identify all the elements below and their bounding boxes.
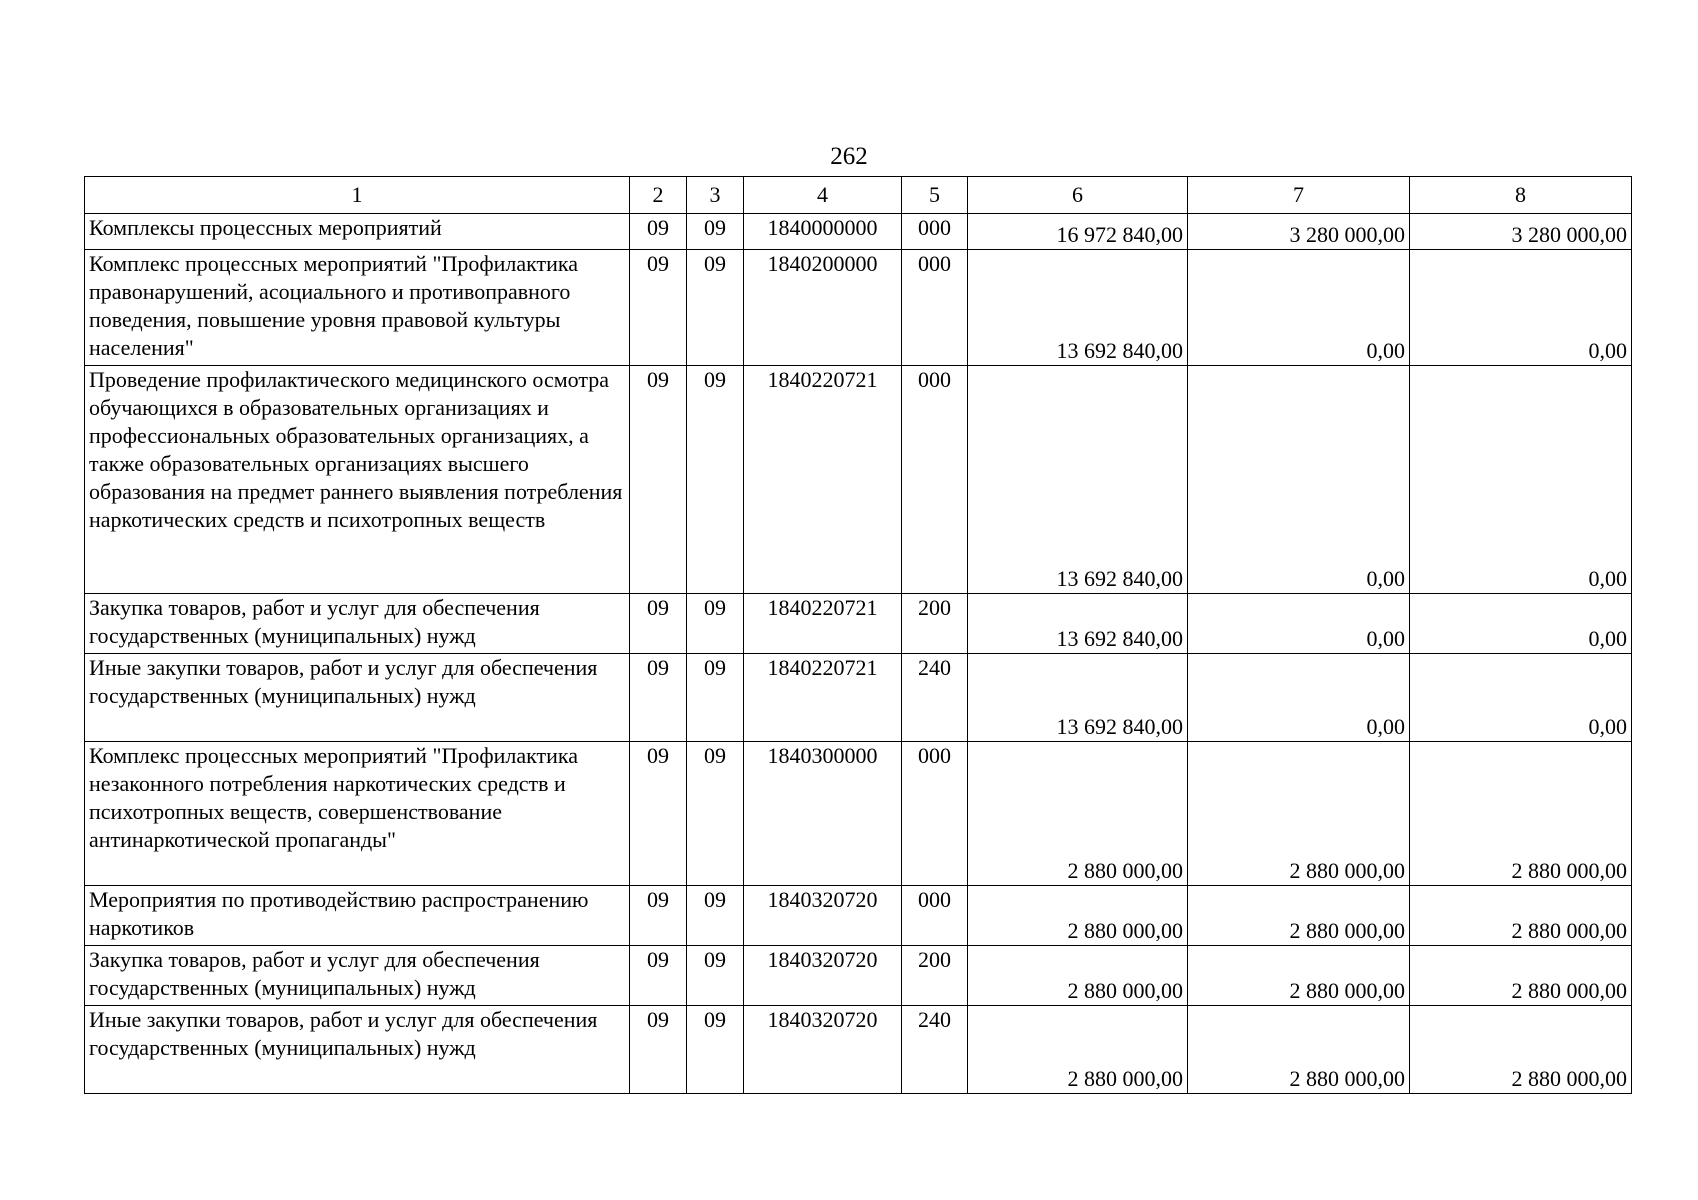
column-header: 8 [1410,177,1632,214]
table-row [85,1006,1632,1094]
row-expense-type: 000 [902,250,968,366]
budget-table [84,176,1632,1094]
row-name: Комплекс процессных мероприятий "Профилактика незаконного потребления наркотических средств и психотропных веществ, совершенствование антинаркотической пропаганды" [85,742,630,886]
row-amount-col7: 3 280 000,00 [1188,214,1410,250]
row-subsection-code: 09 [687,250,744,366]
row-amount-col6: 16 972 840,00 [968,214,1188,250]
table-row [85,946,1632,1006]
row-amount-col6: 13 692 840,00 [968,594,1188,654]
row-amount-col7: 2 880 000,00 [1188,1006,1410,1094]
row-amount-col7: 0,00 [1188,594,1410,654]
column-header: 3 [687,177,744,214]
row-section-code: 09 [630,1006,687,1094]
row-subsection-code: 09 [687,214,744,250]
row-name: Проведение профилактического медицинского осмотра обучающихся в образовательных организациях и профессиональных образовательных организациях, а также образовательных организациях высшего образования на предмет раннего выявления потребления наркотических средств и психотропных веществ [85,366,630,594]
row-amount-col7: 0,00 [1188,250,1410,366]
row-expense-type: 240 [902,654,968,742]
column-header: 1 [85,177,630,214]
row-section-code: 09 [630,742,687,886]
row-subsection-code: 09 [687,594,744,654]
row-target-code: 1840220721 [744,654,902,742]
row-section-code: 09 [630,366,687,594]
table-row [85,366,1632,594]
row-target-code: 1840000000 [744,214,902,250]
table-row [85,742,1632,886]
row-target-code: 1840200000 [744,250,902,366]
row-amount-col6: 2 880 000,00 [968,946,1188,1006]
row-amount-col8: 0,00 [1410,594,1632,654]
column-header: 5 [902,177,968,214]
page-number: 262 [830,143,868,170]
row-amount-col6: 13 692 840,00 [968,250,1188,366]
row-target-code: 1840320720 [744,886,902,946]
row-expense-type: 000 [902,742,968,886]
table-row [85,214,1632,250]
row-expense-type: 000 [902,886,968,946]
row-amount-col8: 0,00 [1410,366,1632,594]
row-amount-col7: 2 880 000,00 [1188,886,1410,946]
column-header: 6 [968,177,1188,214]
table-row [85,654,1632,742]
column-header: 7 [1188,177,1410,214]
table-row [85,250,1632,366]
row-amount-col6: 2 880 000,00 [968,1006,1188,1094]
row-subsection-code: 09 [687,742,744,886]
row-name: Комплекс процессных мероприятий "Профилактика правонарушений, асоциального и противоправного поведения, повышение уровня правовой культуры населения" [85,250,630,366]
row-target-code: 1840220721 [744,366,902,594]
row-amount-col8: 2 880 000,00 [1410,886,1632,946]
row-expense-type: 200 [902,594,968,654]
row-name: Комплексы процессных мероприятий [85,214,630,250]
row-name: Иные закупки товаров, работ и услуг для обеспечения государственных (муниципальных) нужд [85,654,630,742]
row-section-code: 09 [630,946,687,1006]
row-amount-col7: 0,00 [1188,366,1410,594]
row-section-code: 09 [630,214,687,250]
row-target-code: 1840320720 [744,1006,902,1094]
header-row [85,177,1632,214]
row-expense-type: 000 [902,214,968,250]
row-subsection-code: 09 [687,654,744,742]
row-name: Иные закупки товаров, работ и услуг для обеспечения государственных (муниципальных) нужд [85,1006,630,1094]
row-amount-col6: 13 692 840,00 [968,366,1188,594]
row-expense-type: 000 [902,366,968,594]
row-section-code: 09 [630,594,687,654]
row-amount-col8: 0,00 [1410,654,1632,742]
row-amount-col8: 0,00 [1410,250,1632,366]
row-section-code: 09 [630,250,687,366]
row-target-code: 1840300000 [744,742,902,886]
row-subsection-code: 09 [687,886,744,946]
row-name: Мероприятия по противодействию распространению наркотиков [85,886,630,946]
row-subsection-code: 09 [687,1006,744,1094]
row-amount-col8: 2 880 000,00 [1410,742,1632,886]
row-amount-col7: 2 880 000,00 [1188,742,1410,886]
row-expense-type: 240 [902,1006,968,1094]
row-section-code: 09 [630,886,687,946]
column-header: 4 [744,177,902,214]
row-amount-col6: 2 880 000,00 [968,742,1188,886]
column-header: 2 [630,177,687,214]
row-amount-col6: 13 692 840,00 [968,654,1188,742]
row-amount-col8: 2 880 000,00 [1410,946,1632,1006]
row-amount-col8: 3 280 000,00 [1410,214,1632,250]
table-row [85,594,1632,654]
row-target-code: 1840220721 [744,594,902,654]
row-name: Закупка товаров, работ и услуг для обеспечения государственных (муниципальных) нужд [85,594,630,654]
row-amount-col8: 2 880 000,00 [1410,1006,1632,1094]
row-amount-col7: 0,00 [1188,654,1410,742]
row-subsection-code: 09 [687,946,744,1006]
row-target-code: 1840320720 [744,946,902,1006]
row-subsection-code: 09 [687,366,744,594]
row-section-code: 09 [630,654,687,742]
row-amount-col6: 2 880 000,00 [968,886,1188,946]
row-expense-type: 200 [902,946,968,1006]
row-name: Закупка товаров, работ и услуг для обеспечения государственных (муниципальных) нужд [85,946,630,1006]
table-row [85,886,1632,946]
row-amount-col7: 2 880 000,00 [1188,946,1410,1006]
